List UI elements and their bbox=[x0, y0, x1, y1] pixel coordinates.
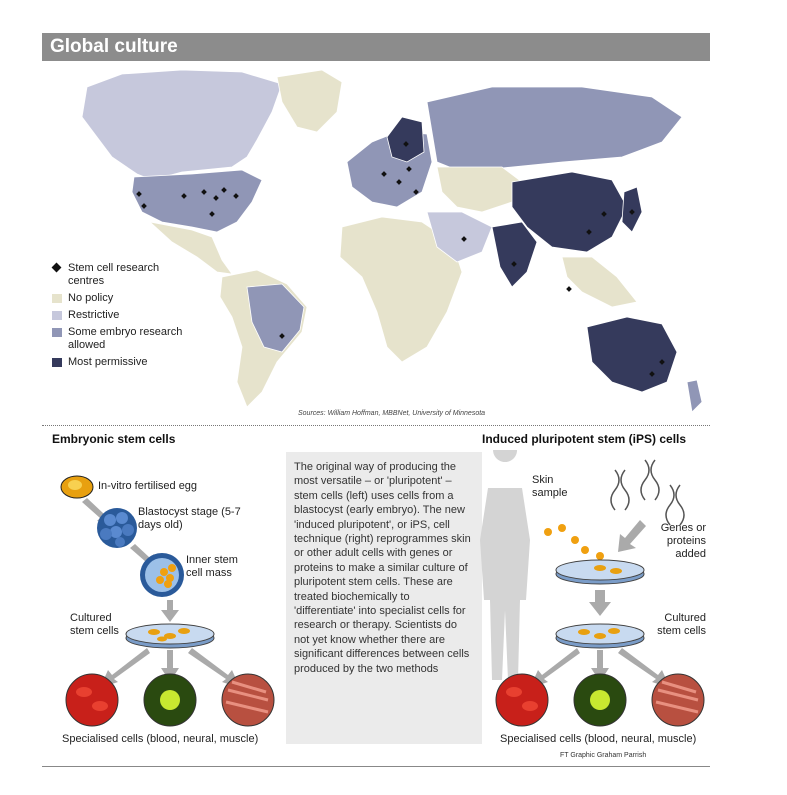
australia-region bbox=[587, 317, 677, 392]
legend-label: No policy bbox=[68, 292, 114, 304]
ips-title: Induced pluripotent stem (iPS) cells bbox=[482, 432, 687, 446]
arrow-icon bbox=[161, 600, 179, 622]
inner-mass-label: Inner stem cell mass bbox=[186, 554, 238, 579]
blood-cells-icon bbox=[496, 674, 548, 726]
human-silhouette-icon bbox=[480, 450, 530, 680]
canada-region bbox=[82, 70, 282, 180]
legend-item-most-permissive bbox=[52, 356, 198, 369]
legend-swatch bbox=[52, 294, 62, 303]
ips-cultured-label: Cultured stem cells bbox=[657, 612, 706, 637]
se-asia-region bbox=[562, 257, 637, 307]
cultured-label: Cultured stem cells bbox=[70, 612, 119, 637]
legend-item-some-embryo bbox=[52, 326, 198, 352]
central-asia-region bbox=[437, 167, 522, 212]
legend-swatch bbox=[52, 358, 62, 367]
legend-swatch bbox=[52, 311, 62, 320]
legend-item-no-policy bbox=[52, 292, 198, 305]
bottom-rule bbox=[42, 766, 710, 767]
india-region bbox=[492, 222, 537, 287]
graphic-credit: FT Graphic Graham Parrish bbox=[560, 752, 647, 759]
new-zealand-region bbox=[687, 380, 702, 412]
legend-label: Restrictive bbox=[68, 309, 120, 321]
arrow-icon bbox=[618, 520, 646, 552]
petri-dish-icon bbox=[556, 624, 644, 648]
blastocyst-icon bbox=[97, 508, 137, 548]
russia-region bbox=[427, 87, 682, 172]
genes-label: Genes or proteins added bbox=[660, 522, 706, 560]
section-divider bbox=[42, 425, 710, 426]
legend-item-restrictive bbox=[52, 309, 198, 322]
legend-swatch bbox=[52, 328, 62, 337]
embryonic-title: Embryonic stem cells bbox=[52, 432, 176, 446]
petri-dish-icon bbox=[126, 624, 214, 648]
title-bar bbox=[42, 33, 710, 61]
description-text: The original way of producing the most versatile – or 'pluripotent' – stem cells (left) uses cells from a blastocyst (early embryo). The new 'induced pluripotent', or iPS, cell technique (right) reprogrammes skin or other adult cells with genes or proteins to make a similar culture of pluripotent stem cells. These are treated biochemically to 'differentiate' into specialist cells for research or therapy. Scientists do not yet know whether there are significant differences between cells produced by the two methods bbox=[294, 461, 471, 675]
skin-label: Skin sample bbox=[532, 474, 568, 499]
ips-specialised-label: Specialised cells (blood, neural, muscle) bbox=[500, 733, 697, 745]
legend-item-research-centres bbox=[52, 262, 198, 288]
dna-icon bbox=[611, 460, 684, 525]
egg-label: In-vitro fertilised egg bbox=[98, 480, 198, 492]
sources-note: Sources: William Hoffman, MBBNet, University of Minnesota bbox=[298, 410, 486, 417]
legend-label: Stem cell research centres bbox=[68, 262, 160, 287]
description-box bbox=[286, 452, 482, 744]
ips-diagram bbox=[470, 450, 710, 750]
map-legend bbox=[52, 262, 198, 373]
embryonic-diagram bbox=[42, 450, 282, 750]
diamond-icon bbox=[52, 263, 62, 273]
legend-label: Most permissive bbox=[68, 356, 148, 368]
blood-cells-icon bbox=[66, 674, 118, 726]
page-title: Global culture bbox=[50, 36, 178, 57]
legend-label: Some embryo research allowed bbox=[68, 326, 183, 351]
inner-cell-mass-icon bbox=[140, 553, 184, 597]
research-centre-marker bbox=[566, 286, 572, 292]
greenland-region bbox=[277, 70, 342, 132]
arrow-icon bbox=[589, 590, 611, 616]
specialised-label: Specialised cells (blood, neural, muscle) bbox=[62, 733, 259, 745]
scandinavia-region bbox=[387, 117, 424, 162]
petri-dish-icon bbox=[556, 560, 644, 584]
blastocyst-label: Blastocyst stage (5-7 days old) bbox=[138, 506, 241, 531]
